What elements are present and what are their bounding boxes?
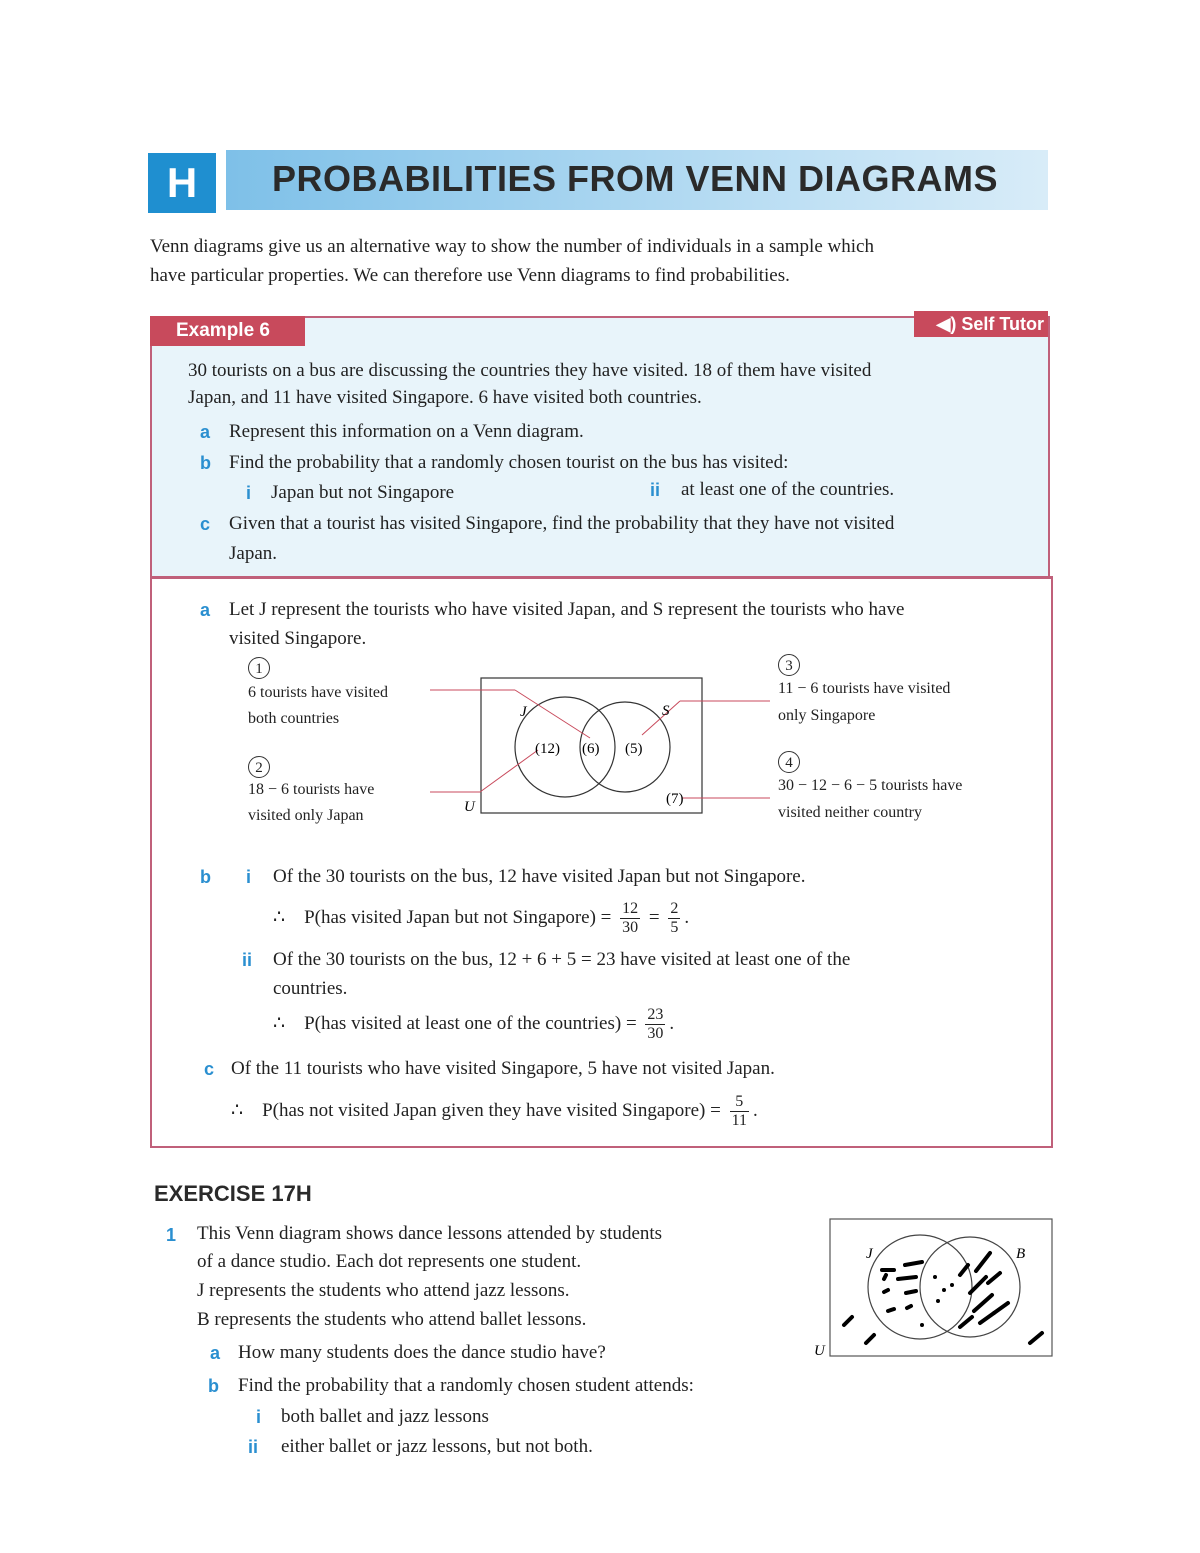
mark bbox=[884, 1275, 886, 1279]
note-text: visited only Japan bbox=[248, 807, 364, 824]
note-text: visited neither country bbox=[778, 804, 922, 821]
therefore-symbol: ∴ bbox=[273, 1012, 286, 1034]
set-b-circle bbox=[920, 1237, 1020, 1337]
intro-line: have particular properties. We can therefore use Venn diagrams to find probabilities. bbox=[150, 265, 790, 286]
set-j-circle bbox=[515, 697, 615, 797]
dot bbox=[920, 1323, 924, 1327]
part-label: c bbox=[204, 1059, 215, 1079]
mark bbox=[898, 1277, 916, 1279]
step-number: 2 bbox=[248, 756, 270, 778]
example-part-c: Given that a tourist has visited Singapore, find the probability that they have not visited bbox=[229, 513, 895, 534]
part-label: b bbox=[200, 867, 211, 887]
mark bbox=[844, 1317, 852, 1325]
mark bbox=[988, 1273, 1000, 1283]
example-tab: Example 6 bbox=[150, 316, 305, 346]
region-neither: (7) bbox=[666, 791, 684, 807]
part-label: a bbox=[200, 422, 211, 442]
intro-line: Venn diagrams give us an alternative way to show the number of individuals in a sample which bbox=[150, 236, 874, 257]
mark bbox=[884, 1290, 888, 1292]
example-part-a: Represent this information on a Venn diagram. bbox=[229, 421, 584, 442]
note-text: 11 − 6 tourists have visited bbox=[778, 680, 951, 697]
set-j-label: J bbox=[866, 1246, 873, 1262]
mark bbox=[974, 1295, 992, 1311]
note-text: 6 tourists have visited bbox=[248, 684, 388, 701]
exercise-venn-diagram bbox=[810, 1215, 1060, 1365]
fraction: $\frac{2}{5}$ bbox=[670, 900, 679, 936]
section-letter: H bbox=[148, 153, 216, 213]
dot bbox=[942, 1288, 946, 1292]
mark bbox=[976, 1253, 990, 1271]
example-part-b: Find the probability that a randomly chosen tourist on the bus has visited: bbox=[229, 452, 789, 473]
example-part-bi: Japan but not Singapore bbox=[271, 482, 455, 503]
therefore-symbol: ∴ bbox=[231, 1099, 244, 1121]
solution-bi-probability: ∴ P(has visited Japan but not Singapore) = $\frac{12}{30}$ = $\frac{2}{5}$ . bbox=[273, 900, 690, 936]
fraction: $\frac{5}{11}$ bbox=[731, 1093, 747, 1129]
solution-bii-probability: ∴ P(has visited at least one of the countries) = $\frac{23}{30}$ . bbox=[273, 1006, 675, 1042]
probability-statement: P(has visited at least one of the countries) = bbox=[304, 1012, 637, 1034]
page-title: PROBABILITIES FROM VENN DIAGRAMS bbox=[272, 158, 999, 199]
note-text: 30 − 12 − 6 − 5 tourists have bbox=[778, 777, 963, 794]
fraction: $\frac{12}{30}$ bbox=[622, 900, 639, 936]
pointer-line bbox=[480, 750, 538, 792]
subpart-label: ii bbox=[242, 950, 253, 970]
part-label: a bbox=[210, 1343, 221, 1363]
fraction: $\frac{23}{30}$ bbox=[647, 1006, 664, 1042]
solution-bii-line: Of the 30 tourists on the bus, 12 + 6 + 5 = 23 have visited at least one of the bbox=[273, 949, 851, 970]
question-line: J represents the students who attend jazz lessons. bbox=[197, 1280, 570, 1301]
step-number: 4 bbox=[778, 751, 800, 773]
example-question-line: Japan, and 11 have visited Singapore. 6 have visited both countries. bbox=[188, 387, 702, 408]
set-u-label: U bbox=[814, 1343, 825, 1359]
dot bbox=[933, 1275, 937, 1279]
mark bbox=[980, 1313, 994, 1323]
exercise-part-bi: both ballet and jazz lessons bbox=[281, 1406, 489, 1427]
subpart-label: ii bbox=[248, 1437, 259, 1457]
note-text: 18 − 6 tourists have bbox=[248, 781, 375, 798]
solution-c-probability: ∴ P(has not visited Japan given they have visited Singapore) = $\frac{5}{11}$ . bbox=[231, 1093, 758, 1129]
intro-paragraph bbox=[150, 232, 1050, 290]
mark bbox=[960, 1265, 968, 1275]
question-line: B represents the students who attend ballet lessons. bbox=[197, 1309, 587, 1330]
example-question-line: 30 tourists on a bus are discussing the countries they have visited. 18 of them have visited bbox=[188, 360, 872, 381]
note-text: only Singapore bbox=[778, 707, 876, 724]
question-line: This Venn diagram shows dance lessons attended by students bbox=[197, 1223, 663, 1244]
question-number: 1 bbox=[166, 1225, 177, 1245]
mark bbox=[907, 1306, 911, 1308]
solution-a-line: Let J represent the tourists who have visited Japan, and S represent the tourists who have bbox=[229, 599, 905, 620]
solution-c-line: Of the 11 tourists who have visited Singapore, 5 have not visited Japan. bbox=[231, 1058, 775, 1079]
mark bbox=[1030, 1333, 1042, 1343]
part-label: a bbox=[200, 600, 211, 620]
set-u-label: U bbox=[464, 799, 475, 815]
equals: = bbox=[648, 906, 660, 928]
example-part-bii: at least one of the countries. bbox=[681, 479, 895, 500]
part-label: b bbox=[208, 1376, 219, 1396]
note-text: both countries bbox=[248, 710, 340, 727]
pointer-line bbox=[642, 701, 680, 735]
exercise-part-b: Find the probability that a randomly chosen student attends: bbox=[238, 1375, 694, 1396]
exercise-part-a: How many students does the dance studio have? bbox=[238, 1342, 606, 1363]
exercise-title: EXERCISE 17H bbox=[154, 1181, 312, 1206]
mark bbox=[906, 1291, 916, 1293]
set-b-label: B bbox=[1016, 1246, 1026, 1262]
question-line: of a dance studio. Each dot represents one student. bbox=[197, 1251, 582, 1272]
part-label: b bbox=[200, 453, 211, 473]
dots bbox=[920, 1275, 954, 1327]
part-label: c bbox=[200, 514, 211, 534]
therefore-symbol: ∴ bbox=[273, 906, 286, 928]
mark bbox=[905, 1262, 922, 1265]
example-box bbox=[150, 316, 1050, 578]
step-number: 3 bbox=[778, 654, 800, 676]
mark bbox=[866, 1335, 874, 1343]
dot bbox=[936, 1299, 940, 1303]
venn-diagram bbox=[420, 670, 780, 830]
subpart-label: ii bbox=[650, 480, 661, 500]
probability-statement: P(has visited Japan but not Singapore) = bbox=[304, 906, 612, 928]
set-s-label: S bbox=[662, 703, 670, 719]
mark bbox=[994, 1303, 1008, 1313]
self-tutor-button[interactable]: ◀) Self Tutor bbox=[914, 311, 1048, 337]
region-only-j: (12) bbox=[535, 741, 560, 757]
set-j-label: J bbox=[520, 704, 527, 720]
solution-bii-line: countries. bbox=[273, 978, 348, 999]
region-both: (6) bbox=[582, 741, 600, 757]
subpart-label: i bbox=[256, 1407, 262, 1427]
region-only-s: (5) bbox=[625, 741, 643, 757]
solution-bi-line: Of the 30 tourists on the bus, 12 have visited Japan but not Singapore. bbox=[273, 866, 806, 887]
probability-statement: P(has not visited Japan given they have visited Singapore) = bbox=[262, 1099, 721, 1121]
example-part-c: Japan. bbox=[229, 543, 278, 564]
mark bbox=[888, 1309, 894, 1311]
subpart-label: i bbox=[246, 867, 252, 887]
subpart-label: i bbox=[246, 483, 252, 503]
step-number: 1 bbox=[248, 657, 270, 679]
exercise-part-bii: either ballet or jazz lessons, but not both. bbox=[281, 1436, 593, 1457]
divider bbox=[150, 576, 1053, 579]
dot bbox=[950, 1283, 954, 1287]
solution-a-line: visited Singapore. bbox=[229, 628, 367, 649]
